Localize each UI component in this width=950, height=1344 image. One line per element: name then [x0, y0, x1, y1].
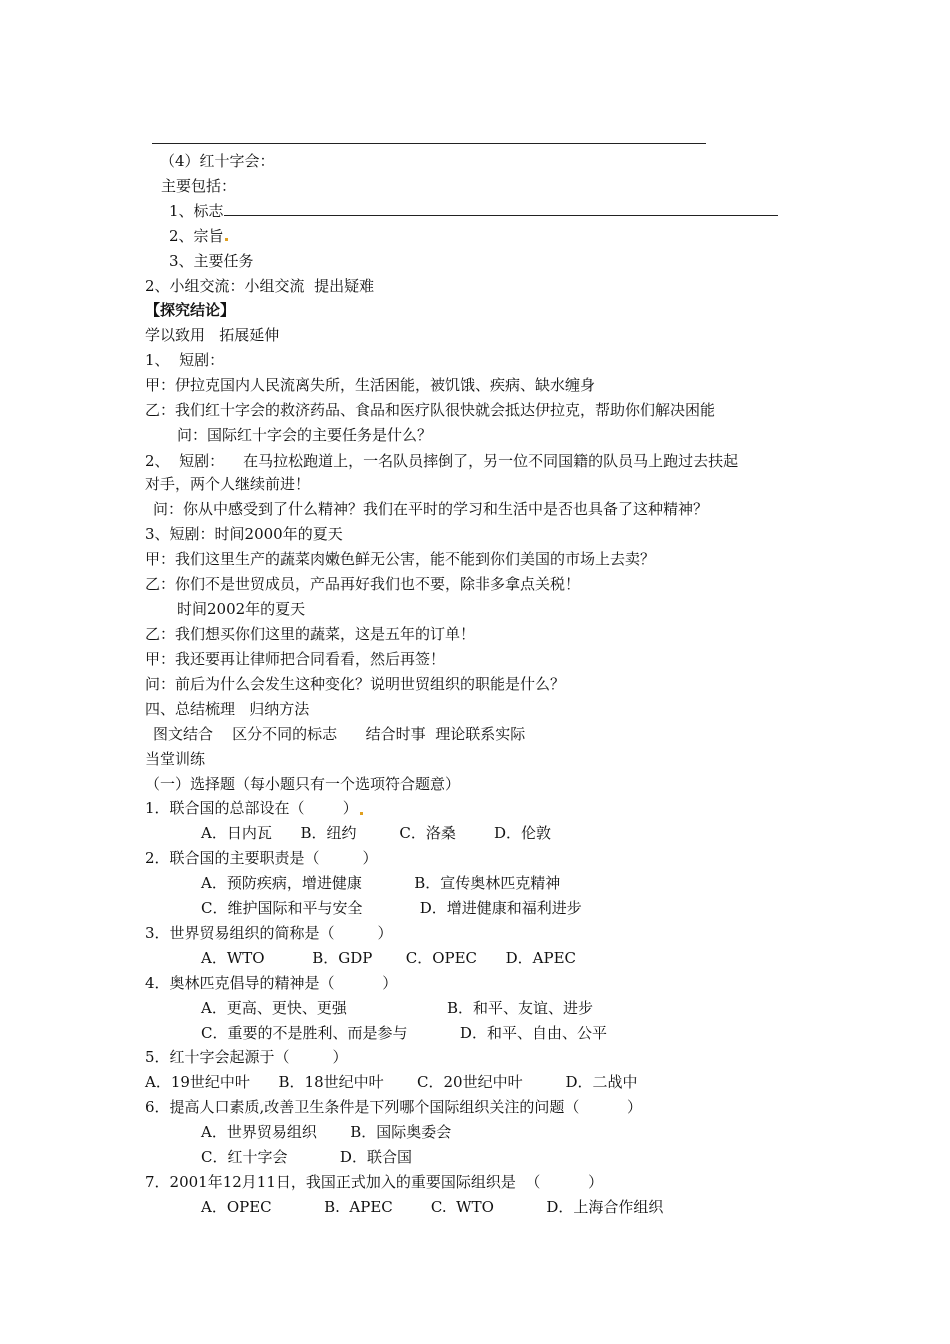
question-3: 3．世界贸易组织的简称是（ ）	[145, 924, 393, 942]
text-line: 学以致用 拓展延伸	[145, 326, 280, 344]
question-5: 5．红十字会起源于（ ）	[145, 1048, 348, 1066]
question-7-options: A．OPEC B. APEC C. WTO D．上海合作组织	[201, 1198, 664, 1216]
question-7: 7．2001年12月11日，我国正式加入的重要国际组织是 （ ）	[145, 1173, 604, 1191]
text-line: 问：前后为什么会发生这种变化？说明世贸组织的职能是什么？	[145, 675, 566, 693]
top-rule	[152, 143, 706, 144]
text-span: 1、标志	[169, 202, 224, 220]
text-line: 3、短剧：时间2000年的夏天	[145, 525, 343, 543]
text-span: 1．联合国的总部设在（ ）	[145, 799, 358, 817]
question-5-options: A．19世纪中叶 B．18世纪中叶 C．20世纪中叶 D．二战中	[145, 1073, 638, 1091]
question-2-options: A．预防疾病，增进健康 B．宣传奥林匹克精神	[201, 874, 561, 892]
text-line: 2、 短剧： 在马拉松跑道上，一名队员摔倒了，另一位不同国籍的队员马上跑过去扶起	[145, 452, 739, 470]
question-1-options: A．日内瓦 B．纽约 C．洛桑 D．伦敦	[201, 824, 552, 842]
question-2: 2．联合国的主要职责是（ ）	[145, 849, 378, 867]
text-line	[169, 226, 228, 246]
question-2-options: C．维护国际和平与安全 D．增进健康和福利进步	[201, 899, 582, 917]
question-6-options: C．红十字会 D．联合国	[201, 1148, 412, 1166]
text-line: 当堂训练	[145, 750, 206, 768]
question-3-options: A．WTO B．GDP C．OPEC D．APEC	[201, 949, 577, 967]
question-6-options: A．世界贸易组织 B．国际奥委会	[201, 1123, 452, 1141]
text-span: 2、宗旨	[169, 227, 224, 245]
section-heading: 【探究结论】	[145, 301, 236, 319]
question-1	[145, 798, 358, 818]
text-line: 乙：我们红十字会的救济药品、食品和医疗队很快就会抵达伊拉克，帮助你们解决困能	[145, 401, 716, 419]
question-4-options: C．重要的不是胜利、而是参与 D．和平、自由、公平	[201, 1024, 607, 1042]
text-line: 图文结合 区分不同的标志 结合时事 理论联系实际	[153, 725, 526, 743]
text-line: 甲：我们这里生产的蔬菜肉嫩色鲜无公害，能不能到你们美国的市场上去卖？	[145, 550, 656, 568]
text-line: 甲：伊拉克国内人民流离失所，生活困能，被饥饿、疾病、缺水缠身	[145, 376, 596, 394]
text-line: （4）红十字会：	[160, 152, 275, 170]
text-line	[169, 201, 778, 221]
text-line: 时间2002年的夏天	[177, 600, 306, 618]
blank-underline	[224, 201, 778, 216]
text-line: 对手，两个人继续前进！	[145, 475, 311, 493]
text-line: 1、 短剧：	[145, 351, 225, 369]
text-line: 问：你从中感受到了什么精神？我们在平时的学习和生活中是否也具备了这种精神？	[153, 500, 709, 518]
text-line: 主要包括：	[161, 177, 237, 195]
question-4: 4．奥林匹克倡导的精神是（ ）	[145, 974, 398, 992]
text-line: 2、小组交流：小组交流 提出疑难	[145, 277, 375, 295]
text-line: 3、主要任务	[169, 252, 254, 270]
stray-mark	[225, 238, 228, 241]
question-6: 6．提高人口素质,改善卫生条件是下列哪个国际组织关注的问题（ ）	[145, 1098, 642, 1116]
text-line: 四、总结梳理 归纳方法	[145, 700, 310, 718]
text-line: 乙：你们不是世贸成员，产品再好我们也不要，除非多拿点关税！	[145, 575, 581, 593]
text-line: 甲：我还要再让律师把合同看看，然后再签！	[145, 650, 446, 668]
text-line: （一）选择题（每小题只有一个选项符合题意）	[145, 775, 461, 793]
text-line: 问：国际红十字会的主要任务是什么？	[177, 426, 433, 444]
stray-mark	[360, 812, 363, 815]
text-line: 乙：我们想买你们这里的蔬菜，这是五年的订单！	[145, 625, 476, 643]
question-4-options: A．更高、更快、更强 B．和平、友谊、进步	[201, 999, 593, 1017]
